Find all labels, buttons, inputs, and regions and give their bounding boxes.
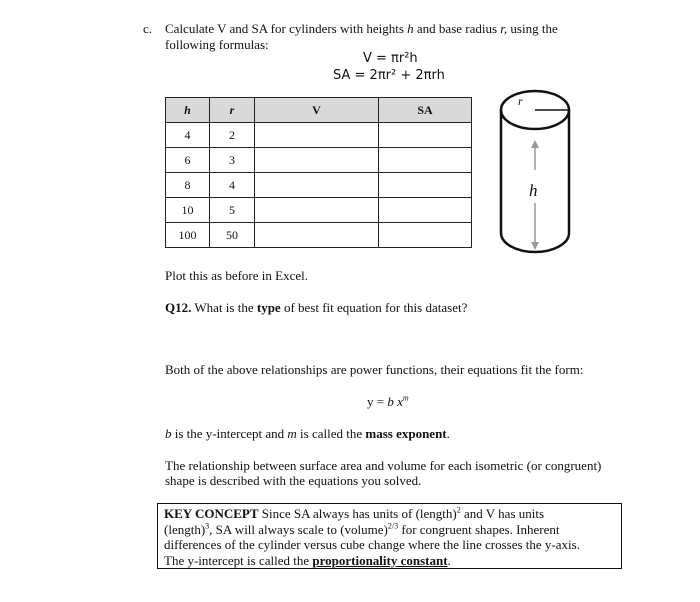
cell-r: 2	[210, 123, 255, 148]
cell-v[interactable]	[255, 173, 379, 198]
power-function-line: Both of the above relationships are power functions, their equations fit the form:	[165, 362, 584, 377]
key-concept-line-4	[164, 553, 615, 569]
kc-l2-c: for congruent shapes. Inherent	[401, 521, 560, 537]
question-text-b: of best fit equation for this dataset?	[283, 300, 468, 315]
header-h: h	[166, 98, 210, 123]
kc-l2-sup2: 2/3	[387, 521, 399, 531]
cell-sa[interactable]	[379, 123, 472, 148]
intro-var-h: h	[407, 21, 414, 36]
cell-v[interactable]	[255, 223, 379, 248]
cell-v[interactable]	[255, 198, 379, 223]
cell-r: 4	[210, 173, 255, 198]
power-equation	[367, 394, 409, 410]
question-bold: type	[256, 300, 281, 315]
height-label: h	[529, 181, 538, 200]
table-row	[166, 198, 472, 223]
kc-l4-end: .	[447, 552, 451, 568]
radius-label: r	[518, 94, 523, 108]
header-v: V	[255, 98, 379, 123]
height-arrowhead-down	[531, 242, 539, 250]
surface-area-formula: SA = 2πr² + 2πrh	[333, 68, 445, 83]
table-row	[166, 123, 472, 148]
key-concept-line-1	[164, 506, 615, 522]
cell-sa[interactable]	[379, 223, 472, 248]
cell-h: 4	[166, 123, 210, 148]
definition-line	[165, 426, 450, 442]
cell-r: 50	[210, 223, 255, 248]
intro-var-r: r,	[500, 21, 508, 36]
table-header-row	[166, 98, 472, 123]
table-row	[166, 223, 472, 248]
eq-y: y =	[367, 394, 388, 409]
table-row	[166, 148, 472, 173]
table-row	[166, 173, 472, 198]
cylinder-diagram	[495, 85, 580, 260]
kc-l2-b: , SA will always scale to (volume)	[209, 521, 388, 537]
key-concept-line-3: differences of the cylinder versus cube change where the line crosses the y-axis.	[164, 537, 580, 552]
def-bold: mass exponent	[365, 426, 447, 441]
cell-r: 3	[210, 148, 255, 173]
cell-h: 8	[166, 173, 210, 198]
key-concept-title: KEY CONCEPT	[164, 506, 259, 521]
question-text-a: What is the	[194, 300, 254, 315]
intro-text-a: Calculate V and SA for cylinders with heights	[165, 21, 404, 36]
kc-l2-sup: 3	[205, 521, 210, 531]
key-concept-line-2	[164, 522, 615, 538]
def-text-a: is the y-intercept and	[174, 426, 285, 441]
height-arrowhead-up	[531, 140, 539, 148]
key-concept-box	[157, 503, 622, 569]
kc-l4-a: The y-intercept is called the	[164, 552, 310, 568]
def-m: m	[287, 426, 297, 441]
volume-formula: V = πr²h	[363, 51, 418, 66]
cell-v[interactable]	[255, 123, 379, 148]
cell-h: 100	[166, 223, 210, 248]
cell-h: 10	[166, 198, 210, 223]
section-label: c.	[143, 21, 153, 36]
plot-instruction: Plot this as before in Excel.	[165, 268, 308, 283]
intro-text-b: and base radius	[416, 21, 498, 36]
cell-r: 5	[210, 198, 255, 223]
relationship-line-1: The relationship between surface area and volume for each isometric (or congruent)	[165, 458, 602, 473]
intro-line-2: following formulas:	[165, 37, 269, 52]
intro-line-1	[165, 21, 558, 37]
intro-text-c: using the	[510, 21, 558, 36]
kc-l2-a: (length)	[164, 521, 206, 537]
relationship-line-2: shape is described with the equations you solved.	[165, 473, 422, 488]
kc-l4-bold: proportionality constant	[312, 552, 448, 568]
def-b: b	[165, 426, 172, 441]
eq-b: b	[387, 394, 394, 409]
question-label: Q12.	[165, 300, 192, 315]
eq-x: x	[397, 394, 403, 409]
def-text-b: is called the	[300, 426, 363, 441]
header-r: r	[210, 98, 255, 123]
cell-sa[interactable]	[379, 173, 472, 198]
cell-sa[interactable]	[379, 148, 472, 173]
def-end: .	[446, 426, 450, 441]
kc-l1-b: and V has units	[463, 506, 545, 521]
header-sa: SA	[379, 98, 472, 123]
kc-l1-sup: 2	[456, 505, 461, 515]
kc-l1: Since SA always has units of (length)	[261, 506, 457, 521]
cell-v[interactable]	[255, 148, 379, 173]
cell-h: 6	[166, 148, 210, 173]
data-table	[165, 97, 472, 248]
question-12	[165, 300, 467, 316]
eq-m: m	[402, 393, 409, 403]
cell-sa[interactable]	[379, 198, 472, 223]
